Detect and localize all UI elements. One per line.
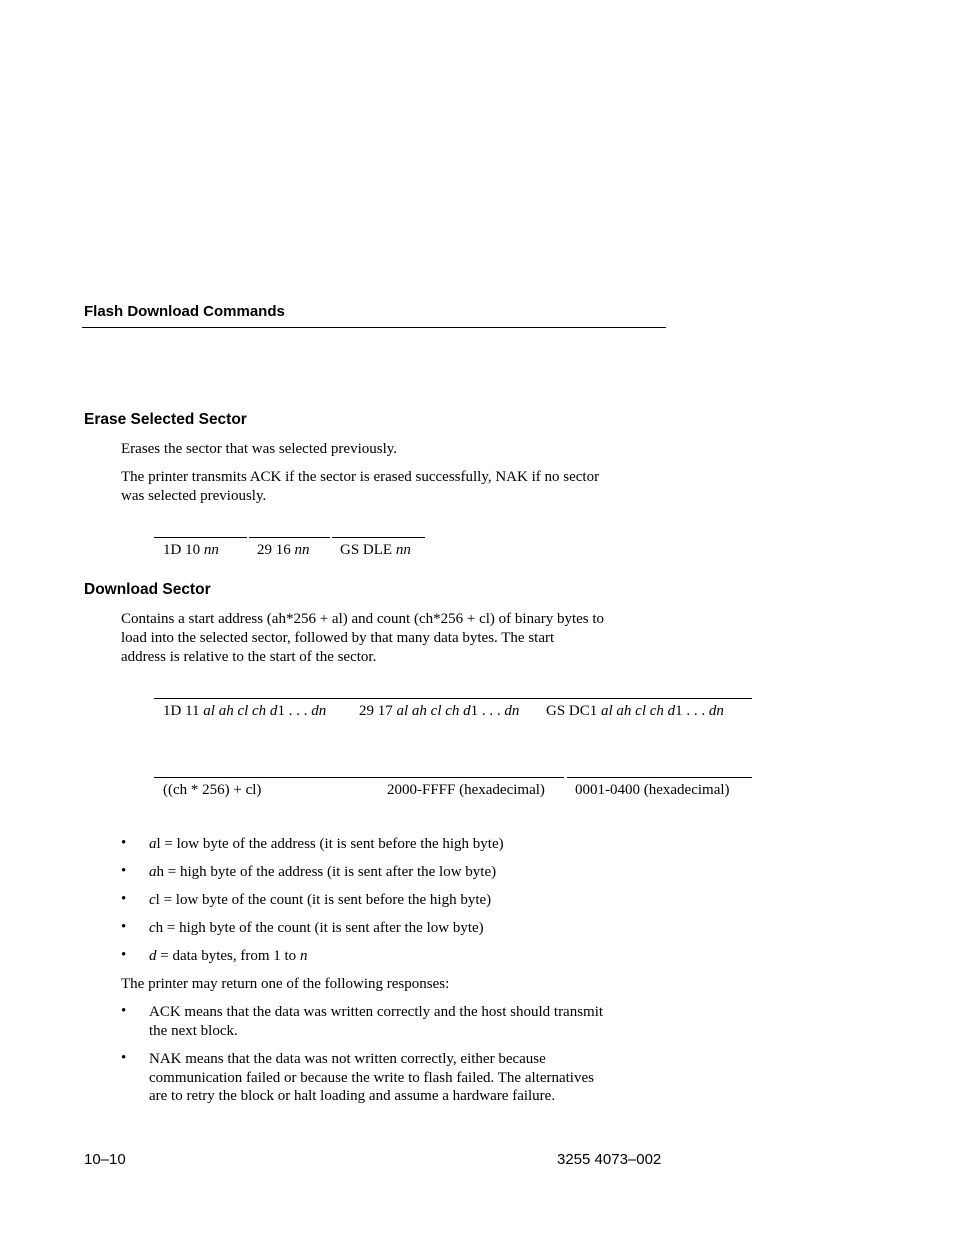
download-code-hex: 1D 11 al ah cl ch d1 . . . dn bbox=[163, 703, 327, 719]
erase-ack-line1: The printer transmits ACK if the sector is erased successfully, NAK if no sector bbox=[121, 469, 600, 485]
response-ack-line2: the next block. bbox=[149, 1023, 238, 1039]
erase-table-rule-ascii bbox=[332, 537, 425, 538]
range-formula: ((ch * 256) + cl) bbox=[163, 782, 262, 798]
erase-ack-line2: was selected previously. bbox=[121, 488, 267, 504]
bullet-ch: ch = high byte of the count (it is sent after the low byte) bbox=[149, 920, 484, 936]
response-nak-line2: communication failed or because the write to flash failed. The alternatives bbox=[149, 1070, 594, 1086]
erase-description: Erases the sector that was selected previously. bbox=[121, 441, 398, 457]
document-number: 3255 4073–002 bbox=[557, 1151, 662, 1168]
responses-intro: The printer may return one of the following responses: bbox=[121, 976, 450, 992]
range-table-rule-left bbox=[154, 777, 564, 778]
download-code-ascii: GS DC1 al ah cl ch d1 . . . dn bbox=[546, 703, 724, 719]
page-number: 10–10 bbox=[84, 1151, 126, 1168]
response-nak-line3: are to retry the block or halt loading and assume a hardware failure. bbox=[149, 1088, 556, 1104]
bullet-marker: • bbox=[121, 1050, 127, 1066]
count-range: 0001-0400 (hexadecimal) bbox=[575, 782, 730, 798]
address-range: 2000-FFFF (hexadecimal) bbox=[387, 782, 545, 798]
bullet-marker: • bbox=[121, 919, 127, 935]
download-code-decimal: 29 17 al ah cl ch d1 . . . dn bbox=[359, 703, 520, 719]
download-desc-line1: Contains a start address (ah*256 + al) and count (ch*256 + cl) of binary bytes to bbox=[121, 611, 605, 627]
erase-heading: Erase Selected Sector bbox=[84, 411, 247, 428]
response-nak-line1: NAK means that the data was not written correctly, either because bbox=[149, 1051, 546, 1067]
section-header: Flash Download Commands bbox=[84, 303, 285, 320]
bullet-marker: • bbox=[121, 863, 127, 879]
bullet-marker: • bbox=[121, 835, 127, 851]
bullet-cl: cl = low byte of the count (it is sent before the high byte) bbox=[149, 892, 492, 908]
erase-code-hex: 1D 10 nn bbox=[163, 542, 219, 558]
download-desc-line2: load into the selected sector, followed by that many data bytes. The start bbox=[121, 630, 555, 646]
erase-code-ascii: GS DLE nn bbox=[340, 542, 411, 558]
range-table-rule-right bbox=[567, 777, 752, 778]
response-ack-line1: ACK means that the data was written correctly and the host should transmit bbox=[149, 1004, 604, 1020]
bullet-ah: ah = high byte of the address (it is sent after the low byte) bbox=[149, 864, 497, 880]
erase-table-rule-hex bbox=[154, 537, 247, 538]
bullet-marker: • bbox=[121, 947, 127, 963]
bullet-marker: • bbox=[121, 1003, 127, 1019]
erase-code-decimal: 29 16 nn bbox=[257, 542, 310, 558]
bullet-al: al = low byte of the address (it is sent before the high byte) bbox=[149, 836, 504, 852]
bullet-d: d = data bytes, from 1 to n bbox=[149, 948, 308, 964]
download-desc-line3: address is relative to the start of the sector. bbox=[121, 649, 377, 665]
download-heading: Download Sector bbox=[84, 581, 211, 598]
download-code-table-rule bbox=[154, 698, 752, 699]
header-rule bbox=[82, 327, 666, 328]
bullet-marker: • bbox=[121, 891, 127, 907]
erase-table-rule-dec bbox=[249, 537, 330, 538]
